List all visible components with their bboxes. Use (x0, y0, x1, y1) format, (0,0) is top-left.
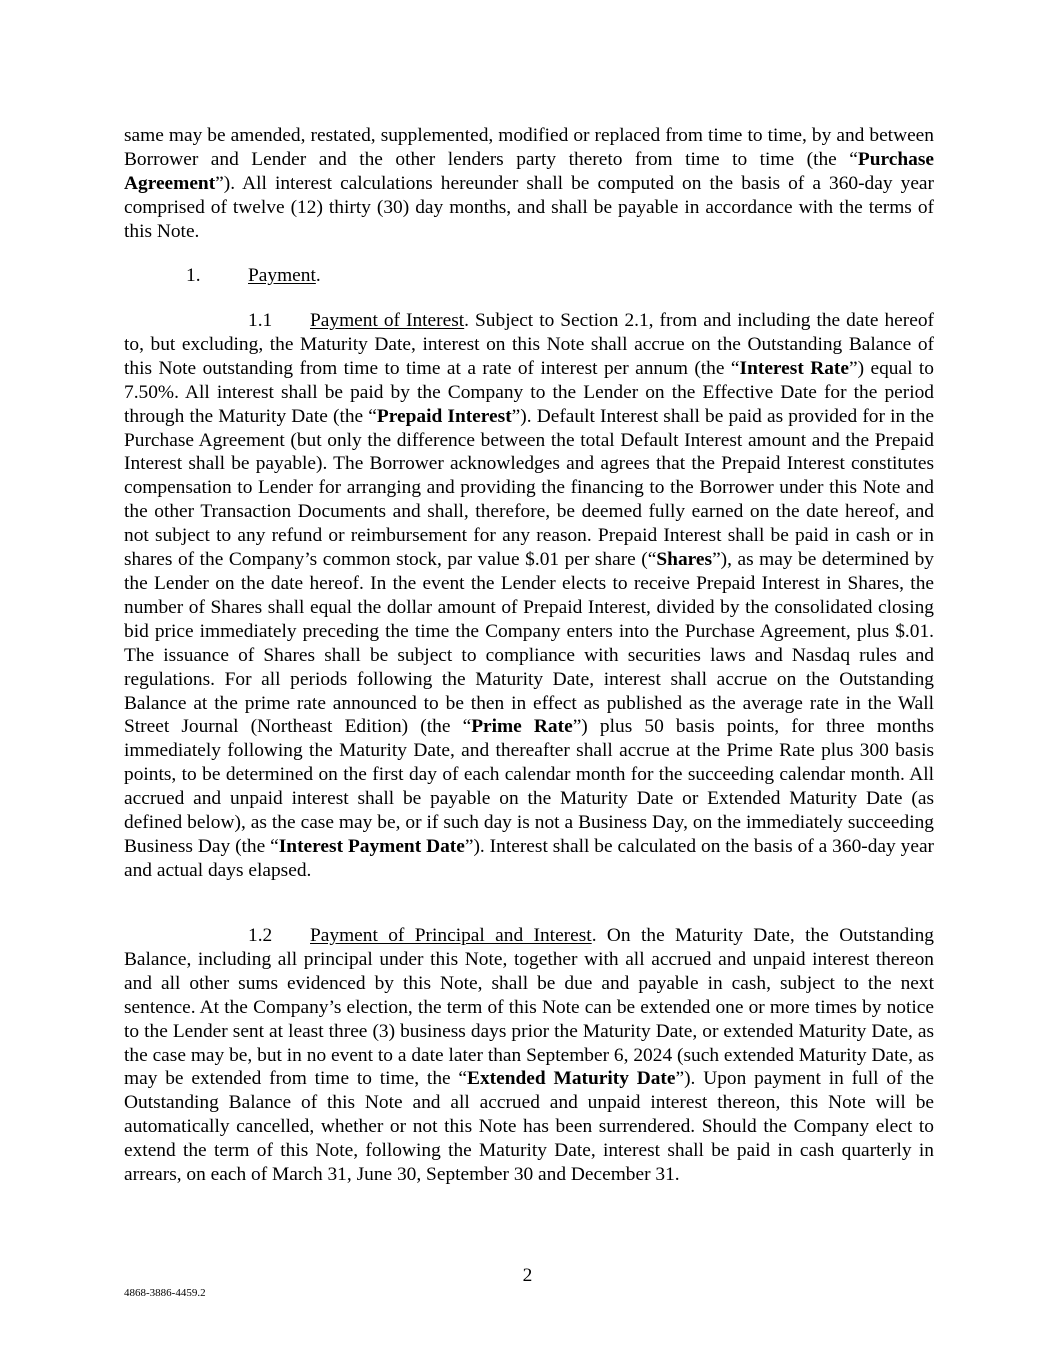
term-prime-rate: Prime Rate (471, 716, 573, 738)
section-1-2-number: 1.2 (248, 925, 273, 946)
page-number: 2 (522, 1265, 533, 1286)
section-1-1-paragraph (124, 309, 934, 883)
intro-paragraph (124, 124, 934, 244)
document-id: 4868-3886-4459.2 (124, 1287, 206, 1299)
section-1-1-title: Payment of Interest (310, 310, 465, 331)
section-1-2-lead (124, 924, 310, 948)
section-1-title-suffix: . (315, 265, 321, 286)
section-1-2-paragraph (124, 924, 934, 1187)
term-shares: Shares (656, 549, 713, 571)
section-1-heading (186, 264, 321, 288)
section-1-1-text-4: ”), as may be determined by the Lender on the date hereof. In the event the Lender elects to receive Prepaid Interest in Shares, the number of Shares shall equal the dollar amount of Prepaid Interest, divided by the consolidated closing bid price immediately preceding the time the Company enters into the Purchase Agreement, plus $.01. The issuance of Shares shall be subject to compliance with securities laws and Nasdaq rules and regulations. For all periods following the Maturity Date, interest shall accrue on the Outstanding Balance at the prime rate announced to be then in effect as published as the average rate in the Wall Street Journal (Northeast Edition) (the “ (124, 549, 935, 738)
section-1-number: 1. (186, 265, 201, 286)
section-1-title: Payment (248, 265, 316, 286)
section-1-2-text-2: ”). Upon payment in full of the Outstanding Balance of this Note and all accrued and unpaid interest thereon, this Note will be automatically cancelled, whether or not this Note has been surrendered. Should the Company elect to extend the term of this Note, following the Maturity Date, interest shall be paid in cash quarterly in arrears, on each of March 31, June 30, September 30 and December 31. (124, 1068, 934, 1186)
term-prepaid-interest: Prepaid Interest (376, 405, 512, 427)
section-1-1-text-2: ”) equal to 7.50%. All interest shall be paid by the Company to the Lender on the Effective Date for the period through the Maturity Date (the “ (124, 357, 934, 427)
section-1-1-text-6: ”). Interest shall be calculated on the basis of a 360-day year and actual days elapsed. (124, 835, 935, 881)
section-1-1-lead (124, 309, 310, 333)
section-1-1-text-1: . Subject to Section 2.1, from and including the date hereof to, but excluding, the Maturity Date, interest on this Note shall accrue on the Outstanding Balance of this Note outstanding from time to time at a rate of interest per annum (the “ (124, 310, 934, 379)
term-extended-maturity-date: Extended Maturity Date (467, 1068, 676, 1090)
intro-text-1: same may be amended, restated, supplemented, modified or replaced from time to time, by and between Borrower and Lender and the other lenders party thereto from time to time (the “ (124, 125, 934, 170)
section-1-2-title: Payment of Principal and Interest (310, 925, 592, 946)
intro-text-2: ”). All interest calculations hereunder shall be computed on the basis of a 360-day year comprised of twelve (12) thirty (30) day months, and shall be payable in accordance with the terms of this Note. (124, 172, 934, 242)
section-1-1-number: 1.1 (248, 310, 273, 331)
term-purchase-agreement: Purchase Agreement (124, 148, 934, 194)
section-1-1-text-5: ”) plus 50 basis points, for three months immediately following the Maturity Date, and thereafter shall accrue at the Prime Rate plus 300 basis points, to be determined on the first day of each calendar month for the succeeding calendar month. All accrued and unpaid interest shall be payable on the Maturity Date or Extended Maturity Date (as defined below), as the case may be, or if such day is not a Business Day, on the immediately succeeding Business Day (the “ (124, 716, 934, 857)
section-1-1-text-3: ”). Default Interest shall be paid as provided for in the Purchase Agreement (but only the difference between the total Default Interest amount and the Prepaid Interest shall be payable). The Borrower acknowledges and agrees that the Prepaid Interest constitutes compensation to Lender for arranging and providing the financing to the Borrower under this Note and the other Transaction Documents and shall, therefore, be deemed fully earned on the date hereof, and not subject to any refund or reimbursement for any reason. Prepaid Interest shall be paid in cash or in shares of the Company’s common stock, par value $.01 per share (“ (124, 405, 934, 571)
term-interest-payment-date: Interest Payment Date (278, 835, 465, 857)
section-1-2-text-1: . On the Maturity Date, the Outstanding Balance, including all principal under this Note, together with all accrued and unpaid interest thereon and all other sums evidenced by this Note, shall be due and payable in cash, subject to the next sentence. At the Company’s election, the term of this Note can be extended one or more times by notice to the Lender sent at least three (3) business days prior the Maturity Date, or extended Maturity Date, as the case may be, but in no event to a date later than September 6, 2024 (such extended Maturity Date, as may be extended from time to time, the “ (124, 925, 934, 1090)
term-interest-rate: Interest Rate (739, 357, 849, 379)
